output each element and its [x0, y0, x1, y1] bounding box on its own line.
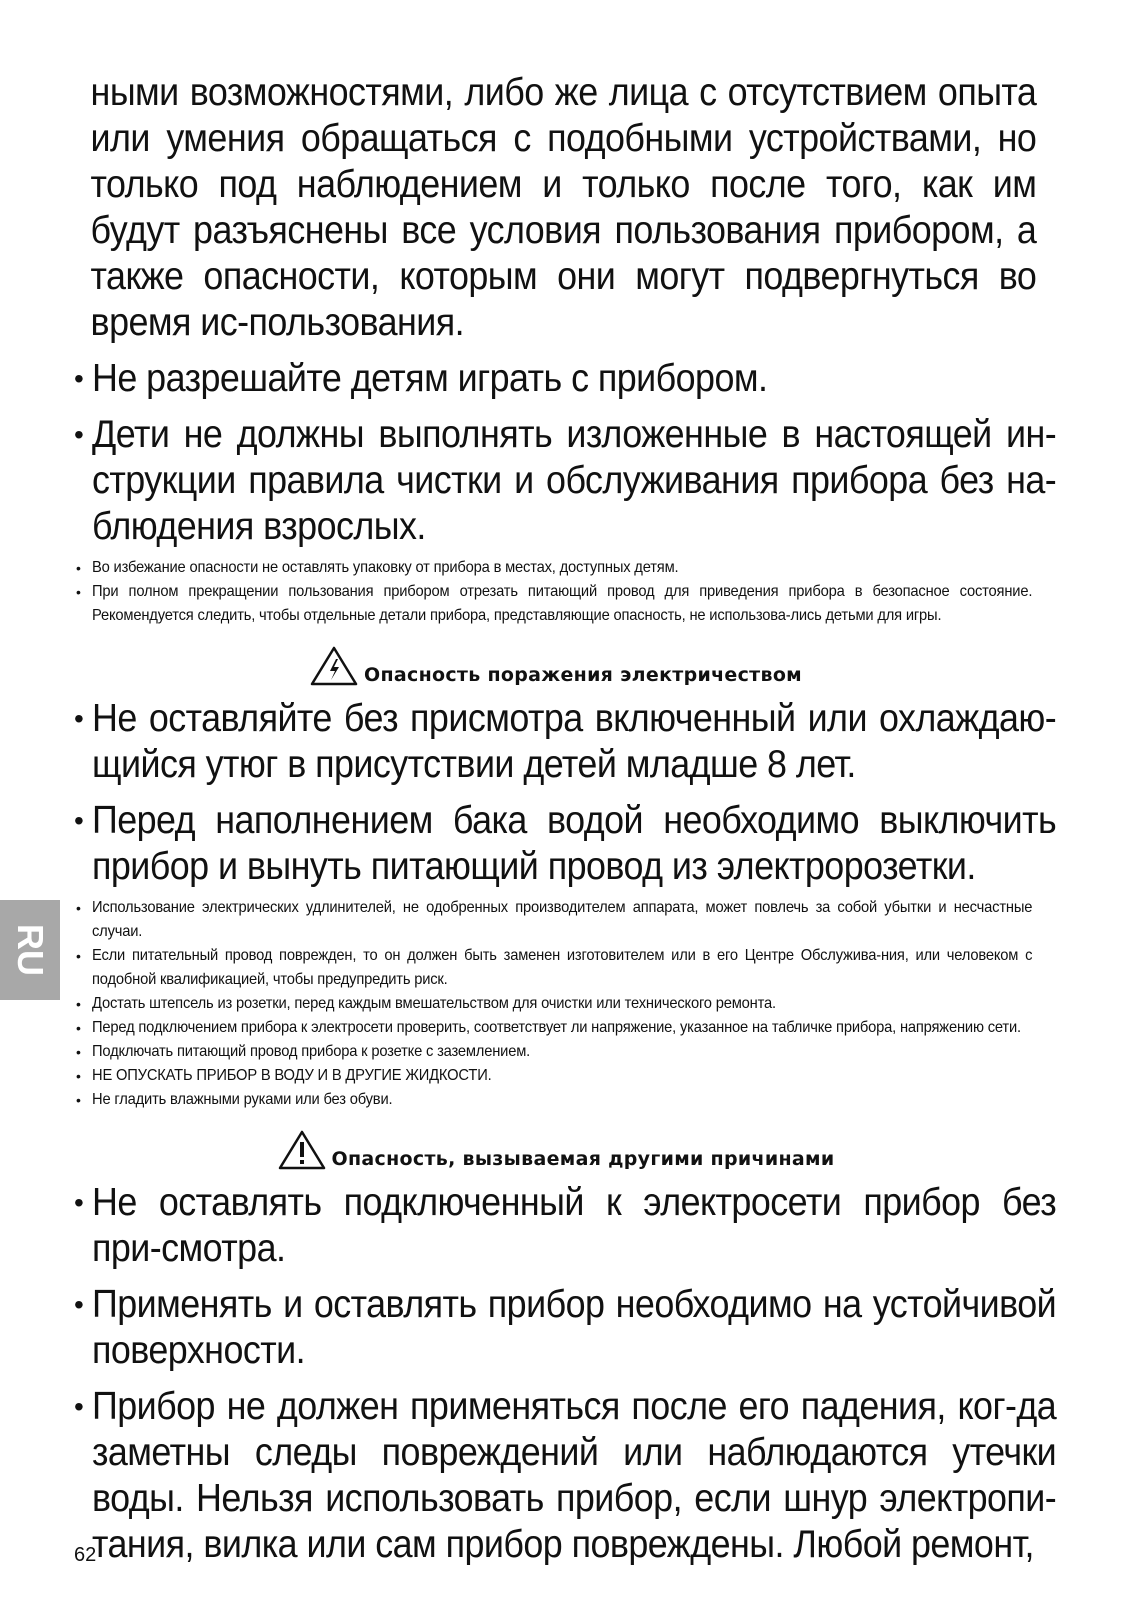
bullet: •	[74, 1187, 84, 1218]
list-item: • При полном прекращении пользования прибором отрезать питающий провод для приведения прибора в безопасное состояние. Рекомендуется следить, чтобы отдельные детали прибора, представляющие опасность, не использова-лись детьми для игры.	[76, 583, 1033, 624]
bullet: •	[74, 1391, 84, 1422]
bullet: •	[74, 805, 84, 836]
list-item: • Если питательный провод поврежден, то он должен быть заменен изготовителем или в его Центре Обслужива-ния, или человеком с подобной квалификацией, чтобы предупредить риск.	[76, 947, 1033, 988]
lead-paragraph: ными возможностями, либо же лица с отсутствием опыта или умения обращаться с подобными устройствами, но только под наблюдением и только после того, как им будут разъяснены все условия пользования прибором, а также опасности, которым они могут подвергнуться во время ис-пользования.	[90, 71, 1037, 344]
electric-safety-notes	[74, 896, 1038, 1112]
list-item: • Прибор не должен применяться после его падения, ког-да заметны следы повреждений или наблюдаются утечки воды. Нельзя использовать прибор, если шнур электропи-тания, вилка или сам прибор повреждены. Любой ремонт,	[74, 1385, 1057, 1566]
bullet: •	[74, 419, 84, 450]
list-item: • Не разрешайте детям играть с прибором.	[74, 357, 768, 400]
language-label: RU	[10, 924, 51, 976]
electric-hazard-icon	[310, 646, 358, 686]
list-item: • Не оставлять подключенный к электросети прибор без при-смотра.	[74, 1181, 1057, 1270]
list-item: • Дети не должны выполнять изложенные в настоящей ин-струкции правила чистки и обслуживания прибора без на-блюдения взрослых.	[74, 413, 1057, 548]
section-heading-text: Опасность поражения электричеством	[364, 664, 802, 686]
list-item: • Перед наполнением бака водой необходимо выключить прибор и вынуть питающий провод из электророзетки.	[74, 799, 1057, 888]
page-number: 62	[74, 1544, 97, 1566]
list-item: • Не гладить влажными руками или без обуви.	[76, 1091, 393, 1108]
children-safety-list	[74, 356, 1057, 550]
list-item: • Не оставляйте без присмотра включенный или охлаждаю-щийся утюг в присутствии детей младше 8 лет.	[74, 697, 1057, 786]
electric-safety-list	[74, 696, 1057, 890]
list-item: • Перед подключением прибора к электросети проверить, соответствует ли напряжение, указанное на табличке прибора, напряжению сети.	[76, 1019, 1021, 1036]
bullet: •	[74, 703, 84, 734]
other-safety-list	[74, 1180, 1057, 1568]
list-item: • Применять и оставлять прибор необходимо на устойчивой поверхности.	[74, 1283, 1057, 1372]
list-item: • Подключать питающий провод прибора к розетке с заземлением.	[76, 1043, 531, 1060]
warning-icon	[278, 1130, 326, 1170]
bullet: •	[74, 1289, 84, 1320]
list-item: • НЕ ОПУСКАТЬ ПРИБОР В ВОДУ И В ДРУГИЕ ЖИДКОСТИ.	[76, 1067, 492, 1084]
section-heading-electric	[74, 644, 1038, 686]
language-tab	[0, 900, 60, 1000]
section-heading-other	[74, 1128, 1038, 1170]
list-item: • Во избежание опасности не оставлять упаковку от прибора в местах, доступных детям.	[76, 559, 679, 576]
list-item: • Достать штепсель из розетки, перед каждым вмешательством для очистки или технического ремонта.	[76, 995, 776, 1012]
list-item: • Использование электрических удлинителей, не одобренных производителем аппарата, может повлечь за собой убытки и несчастные случаи.	[76, 899, 1033, 940]
section-heading-text: Опасность, вызываемая другими причинами	[331, 1148, 835, 1170]
document-body	[74, 70, 1057, 1568]
bullet: •	[74, 363, 84, 394]
children-safety-notes	[74, 556, 1038, 628]
